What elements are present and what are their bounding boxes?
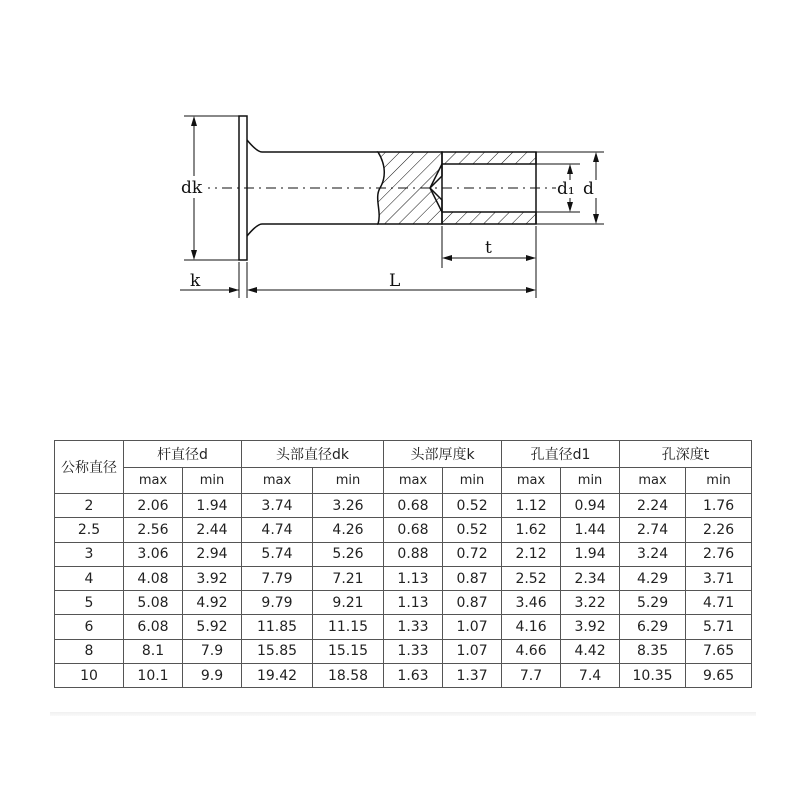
nominal-diameter-cell: 2.5 [55, 518, 124, 542]
group-header-shank-diameter: 杆直径d [124, 441, 242, 468]
table-cell: 6.29 [620, 615, 686, 639]
table-row [55, 615, 752, 639]
group-header-hole-diameter: 孔直径d1 [502, 441, 620, 468]
table-cell: 1.07 [443, 639, 502, 663]
hole-wall-top [442, 152, 536, 164]
sub-header-max: max [384, 468, 443, 494]
table-cell: 3.92 [561, 615, 620, 639]
table-cell: 0.88 [384, 542, 443, 566]
nominal-diameter-cell: 2 [55, 494, 124, 518]
table-cell: 11.85 [242, 615, 313, 639]
sub-header-max: max [620, 468, 686, 494]
bottom-divider [50, 712, 756, 716]
sub-header-min: min [443, 468, 502, 494]
nominal-diameter-cell: 4 [55, 566, 124, 590]
group-header-head-thickness: 头部厚度k [384, 441, 502, 468]
table-cell: 3.71 [686, 566, 752, 590]
table-cell: 3.06 [124, 542, 183, 566]
table-cell: 3.74 [242, 494, 313, 518]
L-label: L [389, 271, 401, 291]
table-cell: 4.08 [124, 566, 183, 590]
nominal-diameter-cell: 3 [55, 542, 124, 566]
table-cell: 2.94 [183, 542, 242, 566]
table-cell: 0.87 [443, 591, 502, 615]
table-cell: 6.08 [124, 615, 183, 639]
hole-wall-bottom [442, 212, 536, 224]
table-cell: 5.26 [313, 542, 384, 566]
table-cell: 4.29 [620, 566, 686, 590]
k-label: k [190, 271, 201, 291]
table-cell: 0.52 [443, 518, 502, 542]
t-label: t [485, 238, 492, 258]
table-cell: 3.92 [183, 566, 242, 590]
table-cell: 7.79 [242, 566, 313, 590]
table-cell: 5.74 [242, 542, 313, 566]
table-cell: 3.22 [561, 591, 620, 615]
table-cell: 18.58 [313, 664, 384, 688]
sub-header-min: min [686, 468, 752, 494]
sub-header-min: min [183, 468, 242, 494]
table-cell: 9.65 [686, 664, 752, 688]
table-row [55, 664, 752, 688]
table-row [55, 542, 752, 566]
table-cell: 5.71 [686, 615, 752, 639]
sub-header-min: min [313, 468, 384, 494]
table-cell: 3.26 [313, 494, 384, 518]
table-cell: 0.68 [384, 494, 443, 518]
table-cell: 8.1 [124, 639, 183, 663]
table-cell: 2.34 [561, 566, 620, 590]
table-cell: 3.24 [620, 542, 686, 566]
table-cell: 2.06 [124, 494, 183, 518]
table-cell: 1.44 [561, 518, 620, 542]
table-cell: 1.13 [384, 591, 443, 615]
table-cell: 2.74 [620, 518, 686, 542]
table-cell: 2.76 [686, 542, 752, 566]
nominal-diameter-cell: 6 [55, 615, 124, 639]
dk-label: dk [181, 178, 203, 198]
table-cell: 1.76 [686, 494, 752, 518]
nominal-diameter-cell: 5 [55, 591, 124, 615]
sub-header-max: max [242, 468, 313, 494]
table-cell: 4.26 [313, 518, 384, 542]
table-cell: 4.42 [561, 639, 620, 663]
table-cell: 5.29 [620, 591, 686, 615]
table-cell: 2.44 [183, 518, 242, 542]
table-row [55, 518, 752, 542]
table-cell: 15.85 [242, 639, 313, 663]
table-cell: 1.33 [384, 615, 443, 639]
table-cell: 2.52 [502, 566, 561, 590]
table-cell: 9.9 [183, 664, 242, 688]
table-cell: 10.1 [124, 664, 183, 688]
sub-header-max: max [502, 468, 561, 494]
dimension-spec-table [54, 440, 752, 688]
table-cell: 5.92 [183, 615, 242, 639]
table-cell: 2.12 [502, 542, 561, 566]
table-cell: 0.52 [443, 494, 502, 518]
table-cell: 4.66 [502, 639, 561, 663]
table-cell: 1.12 [502, 494, 561, 518]
table-cell: 1.07 [443, 615, 502, 639]
table-cell: 2.56 [124, 518, 183, 542]
table-cell: 4.74 [242, 518, 313, 542]
table-cell: 7.7 [502, 664, 561, 688]
table-cell: 1.62 [502, 518, 561, 542]
table-cell: 4.71 [686, 591, 752, 615]
sub-header-min: min [561, 468, 620, 494]
table-cell: 1.94 [183, 494, 242, 518]
table-cell: 0.72 [443, 542, 502, 566]
nominal-diameter-header: 公称直径 [55, 441, 124, 494]
table-row [55, 566, 752, 590]
table-cell: 8.35 [620, 639, 686, 663]
table-cell: 1.33 [384, 639, 443, 663]
table-cell: 3.46 [502, 591, 561, 615]
rivet-section-hatch [378, 152, 442, 224]
d-label: d [583, 179, 594, 199]
table-cell: 0.68 [384, 518, 443, 542]
table-cell: 19.42 [242, 664, 313, 688]
table-cell: 0.87 [443, 566, 502, 590]
nominal-diameter-cell: 8 [55, 639, 124, 663]
table-cell: 1.94 [561, 542, 620, 566]
table-cell: 7.9 [183, 639, 242, 663]
table-cell: 4.92 [183, 591, 242, 615]
table-cell: 9.79 [242, 591, 313, 615]
group-header-head-diameter: 头部直径dk [242, 441, 384, 468]
table-cell: 2.26 [686, 518, 752, 542]
table-cell: 15.15 [313, 639, 384, 663]
table-cell: 2.24 [620, 494, 686, 518]
table-row [55, 639, 752, 663]
table-cell: 0.94 [561, 494, 620, 518]
table-row [55, 494, 752, 518]
table-cell: 9.21 [313, 591, 384, 615]
table-cell: 1.63 [384, 664, 443, 688]
table-cell: 11.15 [313, 615, 384, 639]
table-cell: 7.4 [561, 664, 620, 688]
table-cell: 10.35 [620, 664, 686, 688]
group-header-hole-depth: 孔深度t [620, 441, 752, 468]
nominal-diameter-cell: 10 [55, 664, 124, 688]
table-cell: 4.16 [502, 615, 561, 639]
sub-header-max: max [124, 468, 183, 494]
table-cell: 7.65 [686, 639, 752, 663]
table-cell: 7.21 [313, 566, 384, 590]
table-cell: 1.13 [384, 566, 443, 590]
table-cell: 5.08 [124, 591, 183, 615]
table-row [55, 591, 752, 615]
d1-label: d₁ [557, 179, 575, 199]
table-cell: 1.37 [443, 664, 502, 688]
